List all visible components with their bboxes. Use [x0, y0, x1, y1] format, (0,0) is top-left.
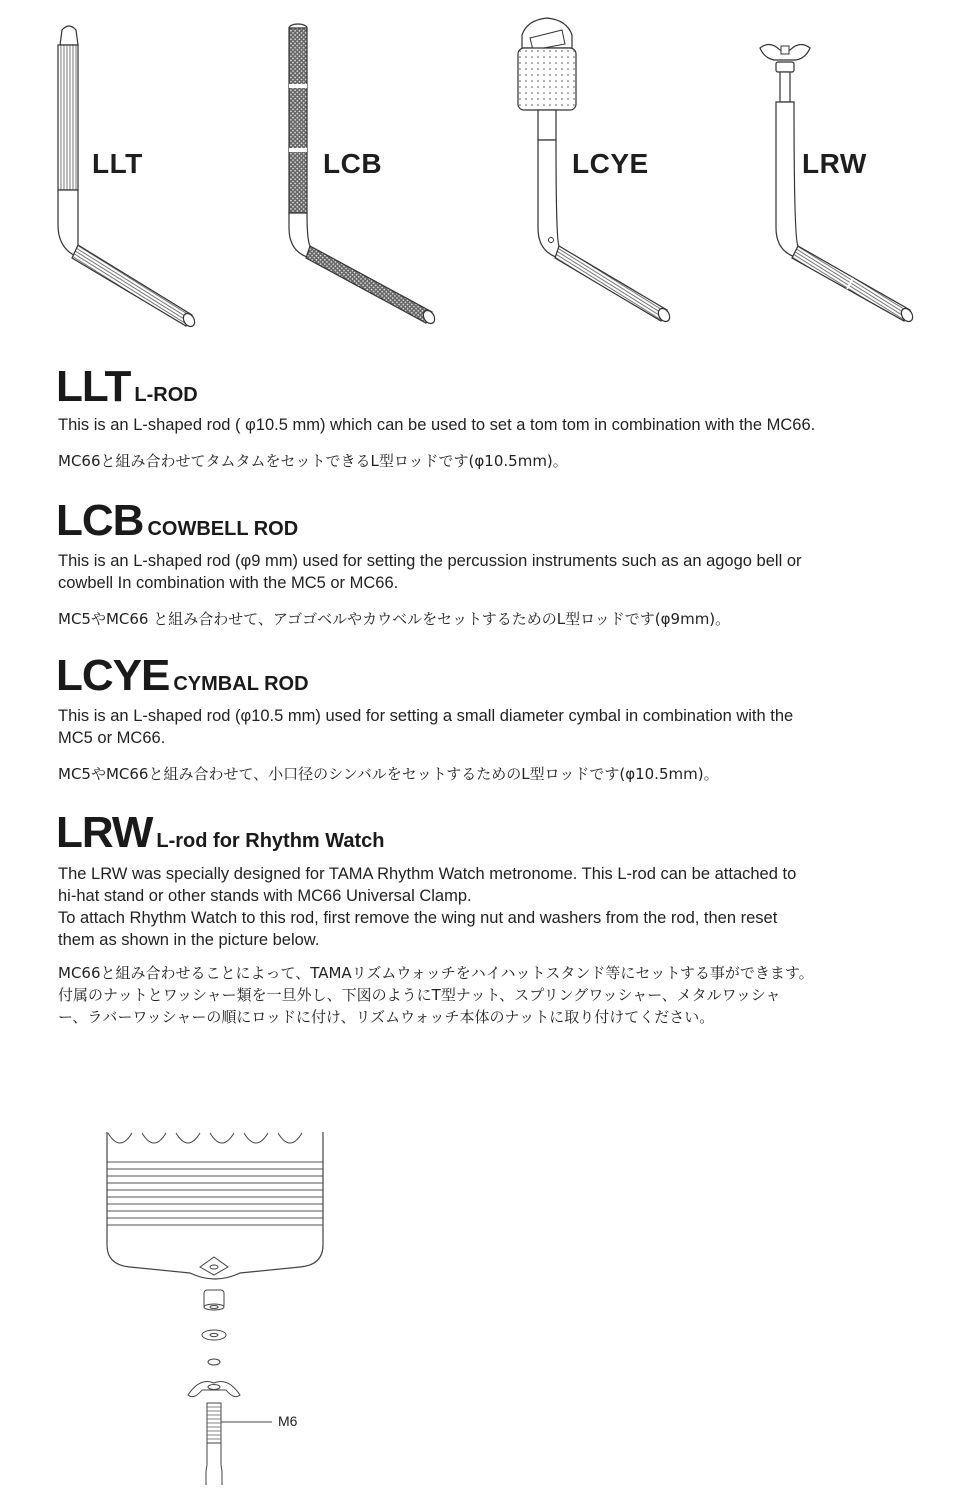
description-en: The LRW was specially designed for TAMA Rhythm Watch metronome. This L-rod can be attached to hi-hat stand or other stands with MC66 Universal Clamp. To attach Rhythm Watch to this rod, first remove the wing nut and washers from the rod, then reset them as shown in the picture below. — [58, 865, 797, 949]
section-title-llt — [56, 362, 198, 412]
product-code: LCYE — [56, 651, 170, 700]
description-jp: MC66と組み合わせることによって、TAMAリズムウォッチをハイハットスタンド等にセットする事ができます。 付属のナットとワッシャー類を一旦外し、下図のようにT型ナット、スプリングワッシャー、メタルワッシャ ー、ラバーワッシャーの順にロッドに付け、リズムウォッチ本体のナットに取り付けてください。 — [58, 964, 814, 1026]
description-jp: MC5やMC66と組み合わせて、小口径のシンバルをセットするためのL型ロッドです(φ10.5mm)。 — [58, 765, 719, 783]
product-subtitle: CYMBAL ROD — [173, 673, 309, 695]
product-code: LRW — [56, 808, 153, 857]
lrw-label: LRW — [802, 148, 867, 179]
llt-label: LLT — [92, 148, 143, 179]
description-jp: MC66と組み合わせてタムタムをセットできるL型ロッドです(φ10.5mm)。 — [58, 452, 568, 470]
product-code: LLT — [56, 362, 131, 411]
description-en: This is an L-shaped rod (φ9 mm) used for setting the percussion instruments such as an agogo bell or cowbell In combination with the MC5 or MC66. — [58, 552, 802, 592]
product-subtitle: L-rod for Rhythm Watch — [156, 830, 385, 852]
section-title-lcb — [56, 496, 298, 546]
description-jp: MC5やMC66 と組み合わせて、アゴゴベルやカウベルをセットするためのL型ロッドです(φ9mm)。 — [58, 610, 731, 628]
description-en: This is an L-shaped rod (φ10.5 mm) used for setting a small diameter cymbal in combination with the MC5 or MC66. — [58, 707, 794, 747]
section-title-lrw — [56, 808, 385, 858]
product-subtitle: COWBELL ROD — [147, 518, 299, 540]
description-en: This is an L-shaped rod ( φ10.5 mm) which can be used to set a tom tom in combination with the MC66. — [58, 416, 816, 434]
product-subtitle: L-ROD — [134, 384, 198, 406]
lcb-label: LCB — [323, 148, 383, 179]
lcye-label: LCYE — [572, 148, 649, 179]
product-code: LCB — [56, 496, 144, 545]
m6-thread-callout: M6 — [278, 1413, 298, 1429]
rhythm-watch-assembly-illustration — [100, 1125, 360, 1485]
section-title-lcye — [56, 651, 309, 701]
